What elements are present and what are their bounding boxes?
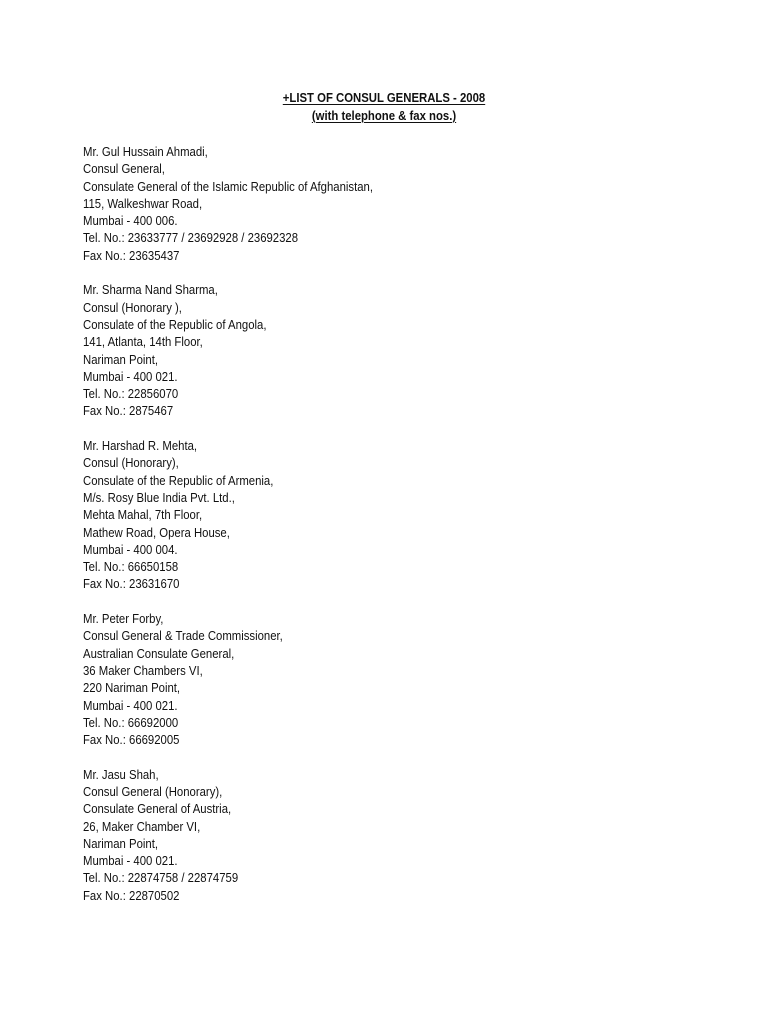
consulate-name: Australian Consulate General, — [83, 645, 235, 661]
address-line: Mehta Mahal, 7th Floor, — [83, 507, 203, 523]
address-line: Mathew Road, Opera House, — [83, 524, 230, 540]
address-line: 115, Walkeshwar Road, — [83, 195, 203, 211]
address-line: 26, Maker Chamber VI, — [83, 818, 201, 834]
consul-title: Consul General, — [83, 161, 165, 177]
address-line: 220 Nariman Point, — [83, 680, 181, 696]
consul-entry-angola — [83, 281, 530, 419]
consul-title: Consul General (Honorary), — [83, 783, 223, 799]
fax-line: Fax No.: 23631670 — [83, 576, 180, 592]
consul-name: Mr. Jasu Shah, — [83, 766, 159, 782]
consul-entry-armenia — [83, 437, 530, 593]
consul-title: Consul (Honorary), — [83, 455, 179, 471]
document-subtitle: (with telephone & fax nos.) — [311, 107, 457, 123]
consul-list — [83, 143, 530, 921]
fax-line: Fax No.: 22870502 — [83, 887, 180, 903]
address-line: 36 Maker Chambers VI, — [83, 662, 203, 678]
address-line: M/s. Rosy Blue India Pvt. Ltd., — [83, 489, 235, 505]
document-header — [54, 89, 714, 124]
consul-name: Mr. Sharma Nand Sharma, — [83, 282, 218, 298]
city-line: Mumbai - 400 021. — [83, 853, 178, 869]
telephone-line: Tel. No.: 22856070 — [83, 386, 179, 402]
telephone-line: Tel. No.: 22874758 / 22874759 — [83, 870, 239, 886]
address-line: Nariman Point, — [83, 835, 159, 851]
city-line: Mumbai - 400 006. — [83, 213, 178, 229]
consul-entry-austria — [83, 766, 530, 904]
fax-line: Fax No.: 66692005 — [83, 732, 180, 748]
consulate-name: Consulate of the Republic of Armenia, — [83, 472, 274, 488]
consulate-name: Consulate General of the Islamic Republic of Afghanistan, — [83, 178, 374, 194]
fax-line: Fax No.: 2875467 — [83, 403, 174, 419]
consul-entry-australia — [83, 610, 530, 748]
telephone-line: Tel. No.: 66692000 — [83, 714, 179, 730]
consulate-name: Consulate General of Austria, — [83, 801, 232, 817]
consul-entry-afghanistan — [83, 143, 530, 264]
consul-name: Mr. Harshad R. Mehta, — [83, 438, 198, 454]
telephone-line: Tel. No.: 66650158 — [83, 559, 179, 575]
city-line: Mumbai - 400 021. — [83, 697, 178, 713]
document-title: +LIST OF CONSUL GENERALS - 2008 — [282, 90, 486, 105]
fax-line: Fax No.: 23635437 — [83, 247, 180, 263]
city-line: Mumbai - 400 004. — [83, 541, 178, 557]
consul-title: Consul General & Trade Commissioner, — [83, 628, 283, 644]
address-line: Nariman Point, — [83, 351, 159, 367]
consul-title: Consul (Honorary ), — [83, 299, 182, 315]
telephone-line: Tel. No.: 23633777 / 23692928 / 23692328 — [83, 230, 299, 246]
consul-name: Mr. Gul Hussain Ahmadi, — [83, 144, 208, 159]
consulate-name: Consulate of the Republic of Angola, — [83, 316, 267, 332]
consul-name: Mr. Peter Forby, — [83, 611, 164, 627]
address-line: 141, Atlanta, 14th Floor, — [83, 334, 203, 350]
city-line: Mumbai - 400 021. — [83, 368, 178, 384]
